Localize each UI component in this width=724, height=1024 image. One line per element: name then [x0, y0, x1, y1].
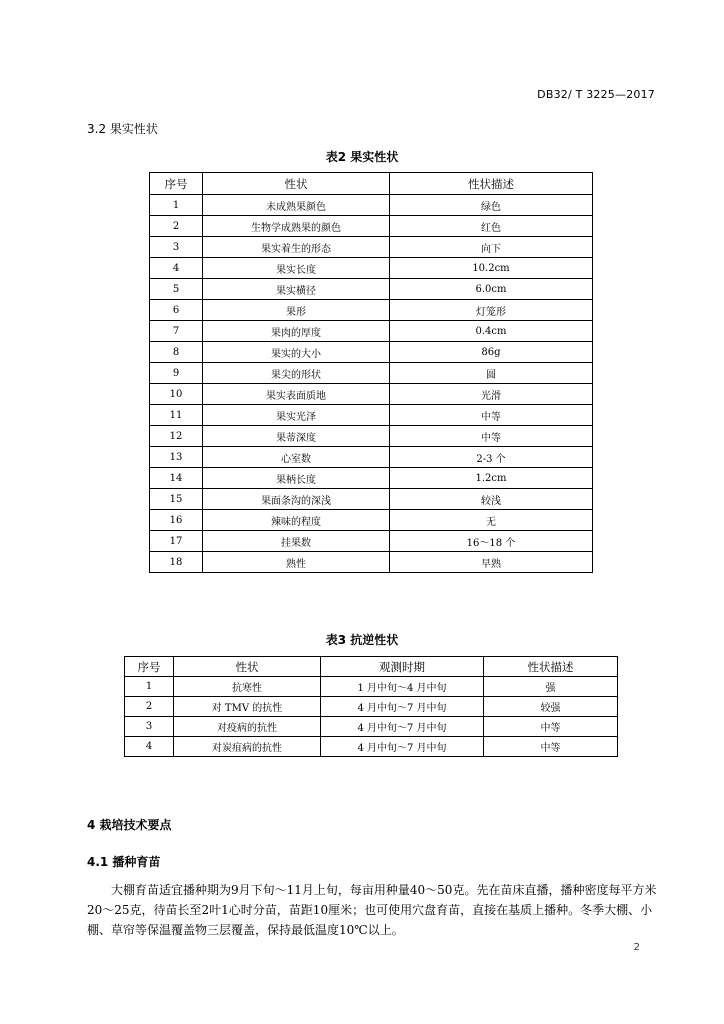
table-cell: 12 [150, 426, 203, 447]
table-cell: 光滑 [390, 384, 593, 405]
table-cell: 中等 [390, 405, 593, 426]
table-cell: 2 [125, 697, 174, 717]
table-row [150, 489, 593, 510]
section-3-2-title: 3.2 果实性状 [87, 122, 158, 136]
section-4-1-title: 4.1 播种育苗 [87, 855, 161, 869]
table-cell: 红色 [390, 216, 593, 237]
table-cell: 果尖的形状 [203, 363, 390, 384]
column-header: 性状 [203, 173, 390, 195]
column-header: 序号 [125, 657, 174, 677]
table-cell: 果实长度 [203, 258, 390, 279]
table-cell: 4 月中旬～7 月中旬 [321, 717, 484, 737]
table-cell: 2 [150, 216, 203, 237]
table-row [125, 737, 618, 757]
table-cell: 8 [150, 342, 203, 363]
table-header-row [125, 657, 618, 677]
table-row [150, 510, 593, 531]
table-cell: 果实的大小 [203, 342, 390, 363]
table-row [150, 363, 593, 384]
table-cell: 向下 [390, 237, 593, 258]
table-cell: 10.2cm [390, 258, 593, 279]
table-cell: 4 月中旬～7 月中旬 [321, 737, 484, 757]
table-cell: 中等 [484, 717, 618, 737]
table-cell: 果面条沟的深浅 [203, 489, 390, 510]
table-cell: 17 [150, 531, 203, 552]
table-cell: 13 [150, 447, 203, 468]
table-cell: 较强 [484, 697, 618, 717]
table-cell: 果实横径 [203, 279, 390, 300]
table-cell: 中等 [484, 737, 618, 757]
table-cell: 7 [150, 321, 203, 342]
table-cell: 2-3 个 [390, 447, 593, 468]
table-row [150, 342, 593, 363]
table-row [150, 552, 593, 573]
table-cell: 果形 [203, 300, 390, 321]
table-row [150, 195, 593, 216]
column-header: 性状 [174, 657, 321, 677]
table-cell: 1 月中旬～4 月中旬 [321, 677, 484, 697]
page-number: 2 [633, 942, 640, 953]
table-cell: 18 [150, 552, 203, 573]
table-cell: 未成熟果颜色 [203, 195, 390, 216]
table-cell: 4 [125, 737, 174, 757]
table-cell: 10 [150, 384, 203, 405]
column-header: 观测时期 [321, 657, 484, 677]
sowing-paragraph: 大棚育苗适宜播种期为9月下旬～11月上旬，每亩用种量40～50克。先在苗床直播，播种密度每平方米20～25克，待苗长至2叶1心时分苗，苗距10厘米；也可使用穴盘育苗，直接在基质上播种。冬季大棚、小棚、草帘等保温覆盖物三层覆盖，保持最低温度10℃以上。 [87, 883, 657, 937]
table-cell: 熟性 [203, 552, 390, 573]
table-cell: 较浅 [390, 489, 593, 510]
table-cell: 强 [484, 677, 618, 697]
table-row [150, 447, 593, 468]
table-cell: 圆 [390, 363, 593, 384]
table-cell: 果实着生的形态 [203, 237, 390, 258]
table-cell: 16～18 个 [390, 531, 593, 552]
table-cell: 无 [390, 510, 593, 531]
table3-caption: 表3 抗逆性状 [325, 633, 399, 647]
table-row [150, 216, 593, 237]
table-cell: 9 [150, 363, 203, 384]
table-cell: 1.2cm [390, 468, 593, 489]
table-cell: 16 [150, 510, 203, 531]
table-cell: 6.0cm [390, 279, 593, 300]
table-cell: 对疫病的抗性 [174, 717, 321, 737]
table-cell: 对炭疽病的抗性 [174, 737, 321, 757]
table-row [150, 468, 593, 489]
table-row [150, 405, 593, 426]
table-row [150, 258, 593, 279]
table-cell: 3 [150, 237, 203, 258]
table-row [125, 677, 618, 697]
table-row [150, 279, 593, 300]
table-cell: 挂果数 [203, 531, 390, 552]
table-cell: 中等 [390, 426, 593, 447]
table-cell: 1 [150, 195, 203, 216]
table-row [150, 531, 593, 552]
table-row [150, 237, 593, 258]
standard-code: DB32/ T 3225—2017 [537, 88, 655, 101]
table-header-row [150, 173, 593, 195]
table2-caption: 表2 果实性状 [325, 150, 399, 164]
table-cell: 对 TMV 的抗性 [174, 697, 321, 717]
table-cell: 11 [150, 405, 203, 426]
table-cell: 早熟 [390, 552, 593, 573]
table-row [150, 426, 593, 447]
table-cell: 抗寒性 [174, 677, 321, 697]
table-cell: 15 [150, 489, 203, 510]
table-cell: 果蒂深度 [203, 426, 390, 447]
table-cell: 86g [390, 342, 593, 363]
table-cell: 灯笼形 [390, 300, 593, 321]
table-row [125, 697, 618, 717]
table-cell: 果肉的厚度 [203, 321, 390, 342]
column-header: 序号 [150, 173, 203, 195]
table-cell: 14 [150, 468, 203, 489]
table-cell: 3 [125, 717, 174, 737]
table-cell: 果实表面质地 [203, 384, 390, 405]
table-cell: 4 月中旬～7 月中旬 [321, 697, 484, 717]
table-cell: 5 [150, 279, 203, 300]
fruit-traits-table [149, 172, 593, 573]
stress-resistance-table [124, 656, 618, 757]
table-row [150, 300, 593, 321]
table-cell: 绿色 [390, 195, 593, 216]
table-row [125, 717, 618, 737]
table-cell: 心室数 [203, 447, 390, 468]
table-cell: 辣味的程度 [203, 510, 390, 531]
column-header: 性状描述 [484, 657, 618, 677]
table-cell: 6 [150, 300, 203, 321]
column-header: 性状描述 [390, 173, 593, 195]
table-cell: 4 [150, 258, 203, 279]
table-cell: 0.4cm [390, 321, 593, 342]
section-4-title: 4 栽培技术要点 [87, 818, 172, 832]
table-cell: 生物学成熟果的颜色 [203, 216, 390, 237]
table-row [150, 321, 593, 342]
table-cell: 1 [125, 677, 174, 697]
table-row [150, 384, 593, 405]
table-cell: 果柄长度 [203, 468, 390, 489]
table-cell: 果实光泽 [203, 405, 390, 426]
